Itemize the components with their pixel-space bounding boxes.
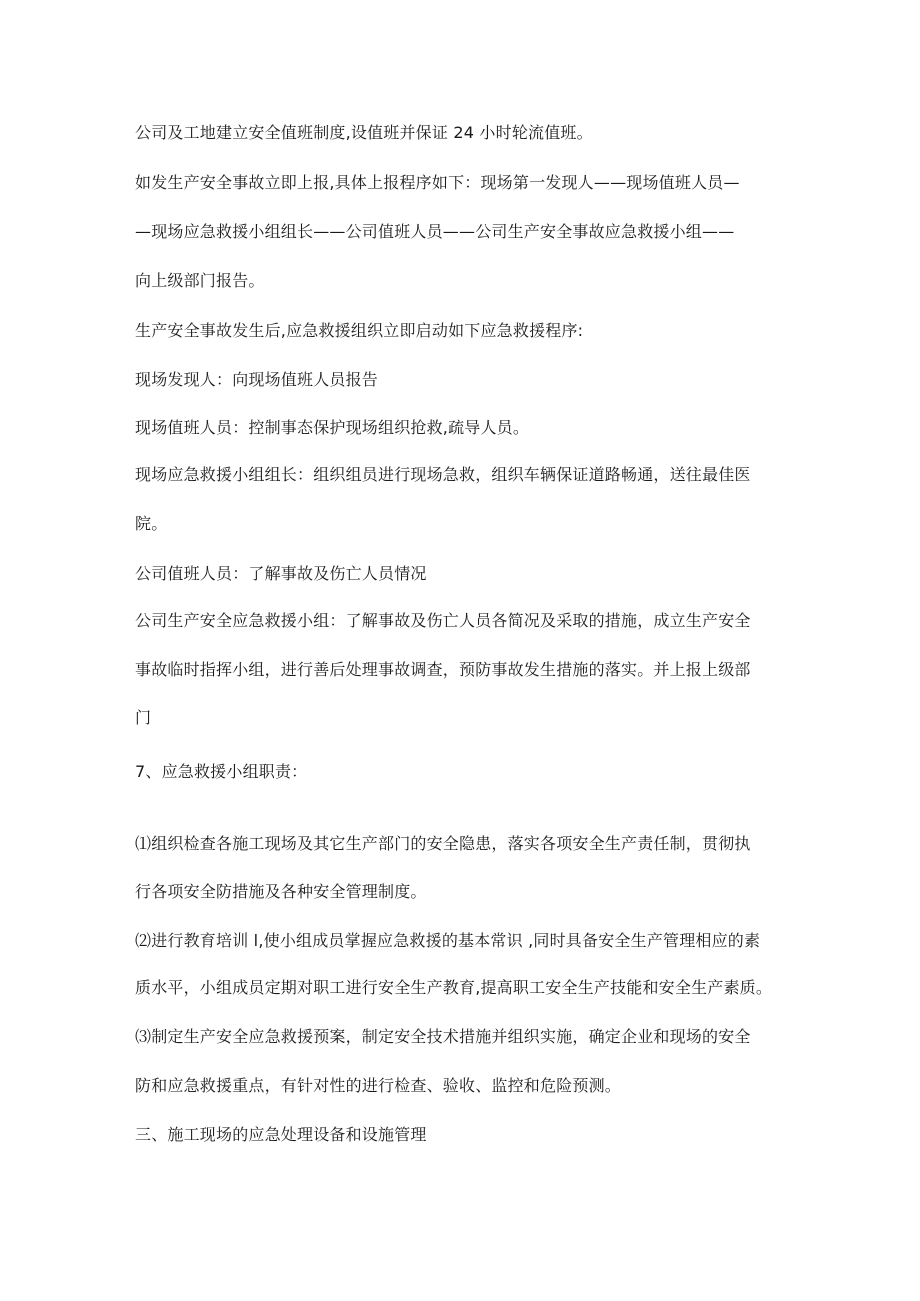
text-line: —现场应急救援小组组长——公司值班人员——公司生产安全事故应急救援小组——: [135, 222, 735, 241]
text-line: 院。: [135, 514, 168, 533]
section-heading: 三、施工现场的应急处理设备和设施管理: [135, 1125, 427, 1144]
text-line: 公司及工地建立安全值班制度,设值班并保证 24 小时轮流值班。: [135, 123, 593, 142]
section-heading: 7、应急救援小组职责：: [135, 762, 308, 781]
text-line: 如发生产安全事故立即上报,具体上报程序如下：现场第一发现人——现场值班人员—: [135, 173, 740, 192]
text-line: ⑵进行教育培训 l,使小组成员掌握应急救援的基本常识 ,同时具备安全生产管理相应的素: [135, 931, 761, 950]
text-line: 现场值班人员：控制事态保护现场组织抢救,疏导人员。: [135, 418, 530, 437]
text-line: 生产安全事故发生后,应急救援组织立即启动如下应急救援程序:: [135, 321, 584, 340]
text-line: 行各项安全防措施及各种安全管理制度。: [135, 882, 427, 901]
text-line: 门: [135, 708, 152, 727]
text-line: 公司生产安全应急救援小组：了解事故及伤亡人员各简况及采取的措施，成立生产安全: [135, 611, 751, 630]
text-line: 现场发现人：向现场值班人员报告: [135, 370, 379, 389]
text-line: 质水平，小组成员定期对职工进行安全生产教育,提高职工安全生产技能和安全生产素质。: [135, 978, 773, 997]
text-line: ⑴组织检查各施工现场及其它生产部门的安全隐患，落实各项安全生产责任制，贯彻执: [135, 834, 751, 853]
text-line: 防和应急救援重点，有针对性的进行检查、验收、监控和危险预测。: [135, 1076, 622, 1095]
text-line: 向上级部门报告。: [135, 271, 265, 290]
text-line: 事故临时指挥小组，进行善后处理事故调查，预防事故发生措施的落实。并上报上级部: [135, 660, 751, 679]
text-line: 现场应急救援小组组长：组织组员进行现场急救，组织车辆保证道路畅通，送往最佳医: [135, 465, 751, 484]
text-line: ⑶制定生产安全应急救援预案，制定安全技术措施并组织实施，确定企业和现场的安全: [135, 1027, 751, 1046]
text-line: 公司值班人员：了解事故及伤亡人员情况: [135, 564, 427, 583]
